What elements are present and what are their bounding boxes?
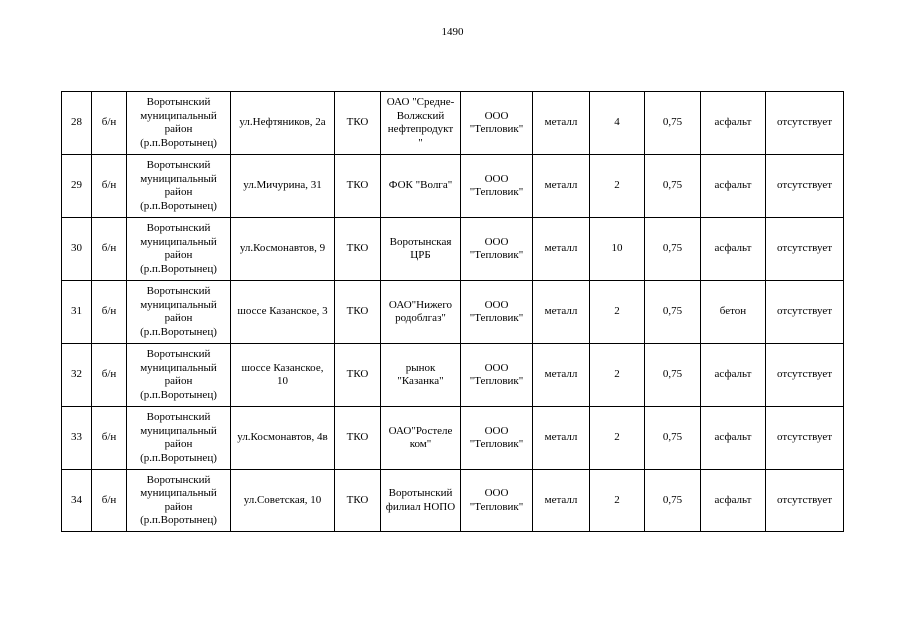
cell-district-line: муниципальный bbox=[140, 235, 217, 248]
cell-operator bbox=[461, 407, 533, 470]
cell-owner-line: Воротынский bbox=[388, 487, 453, 499]
cell-operator-line: ООО bbox=[484, 361, 509, 374]
cell-address-line: ул.Космонавтов, 9 bbox=[239, 242, 326, 255]
cell-container-count: 2 bbox=[590, 344, 645, 407]
cell-container-count: 2 bbox=[590, 407, 645, 470]
cell-district bbox=[127, 92, 231, 155]
cell-fence: отсутствует bbox=[766, 218, 844, 281]
cell-district-line: (р.п.Воротынец) bbox=[140, 388, 217, 401]
cell-container-count: 2 bbox=[590, 470, 645, 532]
cell-surface: асфальт bbox=[701, 470, 766, 532]
cell-address-line: шоссе Казанское, 3 bbox=[237, 305, 328, 318]
cell-fence: отсутствует bbox=[766, 344, 844, 407]
cell-address bbox=[231, 344, 335, 407]
cell-owner bbox=[381, 92, 461, 155]
cell-owner bbox=[381, 155, 461, 218]
cell-surface: бетон bbox=[701, 281, 766, 344]
cell-material: металл bbox=[533, 344, 590, 407]
cell-material: металл bbox=[533, 92, 590, 155]
cell-owner-line: "Казанка" bbox=[397, 375, 444, 387]
table-row bbox=[62, 218, 844, 281]
cell-address-line: 10 bbox=[277, 375, 288, 387]
cell-district-line: Воротынский bbox=[146, 285, 211, 297]
cell-operator-line: "Тепловик" bbox=[469, 375, 524, 387]
cell-district bbox=[127, 407, 231, 470]
cell-code: б/н bbox=[92, 92, 127, 155]
cell-district-line: муниципальный bbox=[140, 298, 217, 311]
cell-district-line: муниципальный bbox=[140, 361, 217, 374]
cell-operator bbox=[461, 155, 533, 218]
cell-owner-line: ОАО"Нижего bbox=[388, 298, 453, 311]
cell-owner bbox=[381, 407, 461, 470]
cell-operator-line: "Тепловик" bbox=[469, 438, 524, 450]
cell-code: б/н bbox=[92, 344, 127, 407]
cell-district-line: район bbox=[164, 438, 193, 450]
cell-district-line: Воротынский bbox=[146, 222, 211, 234]
cell-operator-line: "Тепловик" bbox=[469, 249, 524, 261]
cell-district-line: муниципальный bbox=[140, 424, 217, 437]
cell-container-count: 2 bbox=[590, 281, 645, 344]
cell-district-line: (р.п.Воротынец) bbox=[140, 514, 217, 526]
table-row bbox=[62, 155, 844, 218]
cell-address-line: шоссе Казанское, bbox=[241, 361, 324, 374]
cell-district bbox=[127, 281, 231, 344]
cell-waste-type: ТКО bbox=[335, 92, 381, 155]
cell-fence: отсутствует bbox=[766, 92, 844, 155]
cell-waste-type: ТКО bbox=[335, 281, 381, 344]
cell-number: 33 bbox=[62, 407, 92, 470]
cell-district bbox=[127, 344, 231, 407]
cell-fence: отсутствует bbox=[766, 281, 844, 344]
cell-container-volume: 0,75 bbox=[645, 407, 701, 470]
cell-operator bbox=[461, 218, 533, 281]
cell-district-line: район bbox=[164, 123, 193, 135]
cell-operator bbox=[461, 281, 533, 344]
waste-site-table bbox=[61, 91, 844, 532]
cell-address-line: ул.Космонавтов, 4в bbox=[237, 431, 328, 444]
cell-district-line: район bbox=[164, 500, 193, 513]
cell-code: б/н bbox=[92, 470, 127, 532]
cell-district-line: Воротынский bbox=[146, 411, 211, 423]
cell-code: б/н bbox=[92, 407, 127, 470]
cell-address bbox=[231, 470, 335, 532]
cell-owner bbox=[381, 281, 461, 344]
cell-waste-type: ТКО bbox=[335, 155, 381, 218]
cell-district-line: (р.п.Воротынец) bbox=[140, 136, 217, 149]
cell-district-line: район bbox=[164, 249, 193, 261]
cell-district bbox=[127, 155, 231, 218]
cell-fence: отсутствует bbox=[766, 407, 844, 470]
cell-waste-type: ТКО bbox=[335, 470, 381, 532]
cell-district-line: (р.п.Воротынец) bbox=[140, 451, 217, 464]
cell-number: 31 bbox=[62, 281, 92, 344]
cell-district-line: муниципальный bbox=[140, 172, 217, 185]
cell-address bbox=[231, 218, 335, 281]
cell-owner-line: ЦРБ bbox=[410, 249, 431, 261]
cell-container-volume: 0,75 bbox=[645, 281, 701, 344]
cell-address bbox=[231, 155, 335, 218]
cell-district-line: (р.п.Воротынец) bbox=[140, 325, 217, 338]
cell-fence: отсутствует bbox=[766, 470, 844, 532]
cell-container-count: 2 bbox=[590, 155, 645, 218]
cell-surface: асфальт bbox=[701, 407, 766, 470]
cell-surface: асфальт bbox=[701, 92, 766, 155]
cell-district-line: Воротынский bbox=[146, 473, 211, 486]
cell-operator bbox=[461, 470, 533, 532]
cell-waste-type: ТКО bbox=[335, 407, 381, 470]
table-row bbox=[62, 281, 844, 344]
table-row bbox=[62, 470, 844, 532]
cell-owner-line: родоблгаз" bbox=[395, 312, 446, 324]
cell-owner-line: ФОК "Волга" bbox=[388, 179, 453, 192]
cell-district-line: (р.п.Воротынец) bbox=[140, 262, 217, 275]
cell-operator-line: ООО bbox=[484, 298, 509, 311]
cell-surface: асфальт bbox=[701, 218, 766, 281]
cell-address-line: ул.Нефтяников, 2а bbox=[239, 116, 326, 129]
cell-owner-line: " bbox=[418, 136, 423, 149]
cell-district-line: Воротынский bbox=[146, 96, 211, 108]
cell-operator bbox=[461, 344, 533, 407]
cell-owner-line: Воротынская bbox=[389, 235, 452, 248]
cell-fence: отсутствует bbox=[766, 155, 844, 218]
cell-district-line: муниципальный bbox=[140, 487, 217, 499]
cell-owner bbox=[381, 218, 461, 281]
cell-owner-line: Волжский bbox=[396, 109, 445, 122]
cell-operator-line: "Тепловик" bbox=[469, 186, 524, 198]
cell-owner-line: рынок bbox=[405, 361, 436, 374]
cell-district-line: муниципальный bbox=[140, 109, 217, 122]
cell-owner bbox=[381, 344, 461, 407]
cell-code: б/н bbox=[92, 281, 127, 344]
cell-operator-line: ООО bbox=[484, 109, 509, 122]
cell-district bbox=[127, 470, 231, 532]
cell-owner-line: ком" bbox=[409, 438, 432, 450]
cell-owner-line: нефтепродукт bbox=[387, 123, 454, 135]
cell-operator-line: ООО bbox=[484, 487, 509, 499]
cell-surface: асфальт bbox=[701, 344, 766, 407]
cell-district-line: район bbox=[164, 312, 193, 324]
cell-container-volume: 0,75 bbox=[645, 470, 701, 532]
cell-material: металл bbox=[533, 155, 590, 218]
cell-address bbox=[231, 281, 335, 344]
cell-number: 32 bbox=[62, 344, 92, 407]
cell-waste-type: ТКО bbox=[335, 344, 381, 407]
cell-waste-type: ТКО bbox=[335, 218, 381, 281]
cell-address bbox=[231, 92, 335, 155]
cell-operator-line: "Тепловик" bbox=[469, 500, 524, 513]
cell-container-count: 4 bbox=[590, 92, 645, 155]
cell-material: металл bbox=[533, 470, 590, 532]
cell-number: 30 bbox=[62, 218, 92, 281]
cell-owner-line: ОАО "Средне- bbox=[386, 96, 455, 108]
cell-container-count: 10 bbox=[590, 218, 645, 281]
cell-number: 34 bbox=[62, 470, 92, 532]
cell-container-volume: 0,75 bbox=[645, 218, 701, 281]
cell-material: металл bbox=[533, 218, 590, 281]
cell-code: б/н bbox=[92, 155, 127, 218]
cell-operator-line: ООО bbox=[484, 424, 509, 437]
cell-operator-line: "Тепловик" bbox=[469, 123, 524, 135]
cell-material: металл bbox=[533, 281, 590, 344]
cell-owner bbox=[381, 470, 461, 532]
cell-number: 28 bbox=[62, 92, 92, 155]
cell-operator bbox=[461, 92, 533, 155]
table-row bbox=[62, 344, 844, 407]
cell-surface: асфальт bbox=[701, 155, 766, 218]
cell-owner-line: ОАО"Ростеле bbox=[388, 424, 453, 437]
cell-container-volume: 0,75 bbox=[645, 155, 701, 218]
cell-owner-line: филиал НОПО bbox=[385, 500, 456, 513]
cell-operator-line: ООО bbox=[484, 235, 509, 248]
cell-material: металл bbox=[533, 407, 590, 470]
table-row bbox=[62, 407, 844, 470]
cell-district bbox=[127, 218, 231, 281]
table-row bbox=[62, 92, 844, 155]
cell-district-line: Воротынский bbox=[146, 159, 211, 171]
cell-address bbox=[231, 407, 335, 470]
cell-code: б/н bbox=[92, 218, 127, 281]
cell-district-line: (р.п.Воротынец) bbox=[140, 199, 217, 212]
cell-district-line: Воротынский bbox=[146, 348, 211, 360]
cell-district-line: район bbox=[164, 375, 193, 387]
cell-container-volume: 0,75 bbox=[645, 344, 701, 407]
cell-number: 29 bbox=[62, 155, 92, 218]
cell-operator-line: ООО bbox=[484, 172, 509, 185]
cell-address-line: ул.Мичурина, 31 bbox=[243, 179, 322, 192]
cell-address-line: ул.Советская, 10 bbox=[243, 493, 322, 506]
page-number: 1490 bbox=[441, 26, 464, 38]
cell-district-line: район bbox=[164, 186, 193, 198]
cell-container-volume: 0,75 bbox=[645, 92, 701, 155]
cell-operator-line: "Тепловик" bbox=[469, 312, 524, 324]
table-body bbox=[62, 92, 844, 532]
